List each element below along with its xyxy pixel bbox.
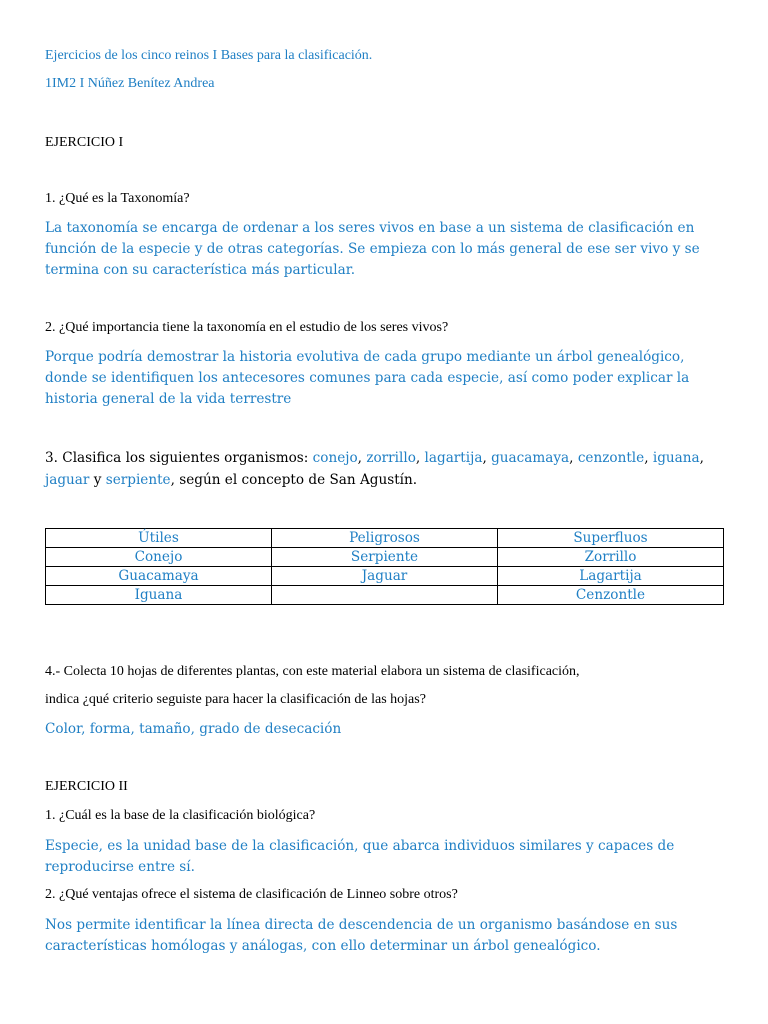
table-cell: Zorrillo <box>498 548 724 567</box>
classification-table <box>45 528 724 605</box>
ex1-question-1: 1. ¿Qué es la Taxonomía? <box>45 191 190 206</box>
ex1-answer-2: Porque podría demostrar la historia evolutiva de cada grupo mediante un árbol genealógico, donde se identifiquen los antecesores comunes para cada especie, así como poder explicar la historia general de la vida terrestre <box>45 349 690 407</box>
q3-sep: , <box>699 450 704 466</box>
ex2-question-1: 1. ¿Cuál es la base de la clasificación biológica? <box>45 808 316 823</box>
organism-guacamaya: guacamaya <box>491 450 570 466</box>
table-cell <box>272 586 498 605</box>
ex1-question-2: 2. ¿Qué importancia tiene la taxonomía en el estudio de los seres vivos? <box>45 320 449 335</box>
ex1-answer-1: La taxonomía se encarga de ordenar a los seres vivos en base a un sistema de clasificación en función de la especie y de otras categorías. Se empieza con lo más general de ese ser vivo y se termina con su característica más particular. <box>45 220 700 278</box>
organism-serpiente: serpiente <box>105 472 171 488</box>
organism-jaguar: jaguar <box>45 472 90 488</box>
document-title: Ejercicios de los cinco reinos I Bases para la clasificación. <box>45 48 373 63</box>
ex1-question-4-line2: indica ¿qué criterio seguiste para hacer la clasificación de las hojas? <box>45 692 426 707</box>
table-cell: Cenzontle <box>498 586 724 605</box>
q3-suffix: , según el concepto de San Agustín. <box>170 472 418 488</box>
q3-sep-and: y <box>89 472 106 488</box>
organism-iguana: iguana <box>652 450 700 466</box>
q3-sep: , <box>569 450 578 466</box>
exercise-1-heading: EJERCICIO I <box>45 135 124 150</box>
organism-lagartija: lagartija <box>424 450 483 466</box>
table-cell: Jaguar <box>272 567 498 586</box>
table-cell: Lagartija <box>498 567 724 586</box>
ex1-question-3 <box>45 447 725 491</box>
table-row <box>46 586 724 605</box>
table-row <box>46 548 724 567</box>
organism-zorrillo: zorrillo <box>366 450 416 466</box>
organism-cenzontle: cenzontle <box>577 450 645 466</box>
ex1-answer-4: Color, forma, tamaño, grado de desecación <box>45 721 342 737</box>
organism-conejo: conejo <box>312 450 358 466</box>
ex1-question-4-line1: 4.- Colecta 10 hojas de diferentes plantas, con este material elabora un sistema de clasificación, <box>45 664 580 679</box>
table-cell: Guacamaya <box>46 567 272 586</box>
table-header-cell: Peligrosos <box>272 529 498 548</box>
q3-sep: , <box>482 450 492 466</box>
table-header-cell: Útiles <box>46 529 272 548</box>
ex2-answer-1: Especie, es la unidad base de la clasificación, que abarca individuos similares y capaces de reproducirse entre sí. <box>45 838 675 875</box>
ex2-question-2: 2. ¿Qué ventajas ofrece el sistema de clasificación de Linneo sobre otros? <box>45 887 458 902</box>
table-header-cell: Superfluos <box>498 529 724 548</box>
exercise-2-heading: EJERCICIO II <box>45 779 128 794</box>
q3-sep: , <box>357 450 367 466</box>
table-header-row <box>46 529 724 548</box>
q3-sep: , <box>415 450 425 466</box>
document-author: 1IM2 I Núñez Benítez Andrea <box>45 76 215 91</box>
table-row <box>46 567 724 586</box>
table-cell: Serpiente <box>272 548 498 567</box>
q3-sep: , <box>644 450 653 466</box>
q3-prefix: 3. Clasifica los siguientes organismos: <box>45 450 313 466</box>
ex2-answer-2: Nos permite identificar la línea directa de descendencia de un organismo basándose en sus características homólogas y análogas, con ello determinar un árbol genealógico. <box>45 917 678 954</box>
table-cell: Conejo <box>46 548 272 567</box>
table-cell: Iguana <box>46 586 272 605</box>
